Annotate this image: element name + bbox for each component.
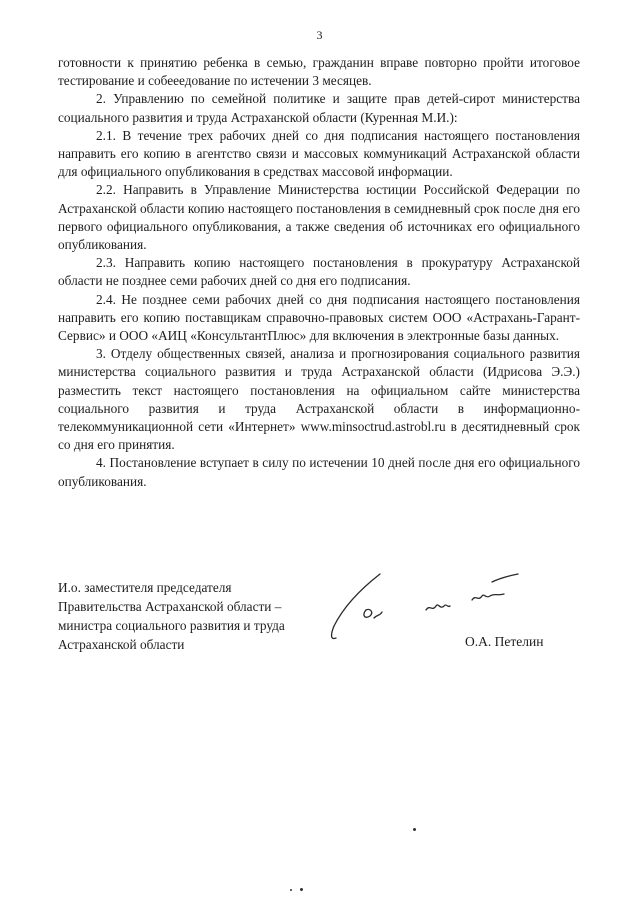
signatory-title-line: Астраханской области [58, 637, 185, 652]
document-body [58, 54, 580, 491]
paragraph-item-3: 3. Отделу общественных связей, анализа и прогнозирования социального развития министерства социального развития и труда Астраханской области (Идрисова Э.Э.) разместить текст настоящего постановления на официальном сайте министерства социального развития и труда Астраханской области в информационно-телекоммуникационной сети «Интернет» www.minsoctrud.astrobl.ru в десятидневный срок со дня его принятия. [58, 346, 580, 453]
signatory-title [58, 578, 318, 654]
signatory-name: О.А. Петелин [465, 634, 544, 649]
page-number: 3 [316, 28, 323, 42]
paragraph-item-2-3: 2.3. Направить копию настоящего постановления в прокуратуру Астраханской области не позднее семи рабочих дней со дня его подписания. [58, 255, 580, 289]
signatory-title-line: Правительства Астраханской области – [58, 599, 282, 614]
paragraph-item-2-1: 2.1. В течение трех рабочих дней со дня подписания настоящего постановления направить его копию в агентство связи и массовых коммуникаций Астраханской области для официального опубликования в средствах массовой информации. [58, 127, 580, 180]
scan-speck [413, 828, 416, 831]
scan-speck [300, 888, 303, 891]
paragraph-continuation: готовности к принятию ребенка в семью, гражданин вправе повторно пройти итоговое тестирование и собееедование по истечении 3 месяцев. [58, 55, 580, 89]
paragraph-item-2-4: 2.4. Не позднее семи рабочих дней со дня подписания настоящего постановления направить его копию поставщикам справочно-правовых систем ООО «Астрахань-Гарант-Сервис» и ООО «АИЦ «КонсультантПлюс» для включения в электронные базы данных. [58, 291, 580, 344]
signatory-title-line: министра социального развития и труда [58, 618, 285, 633]
scan-speck [290, 889, 292, 891]
paragraph-item-4: 4. Постановление вступает в силу по истечении 10 дней после дня его официального опубликования. [58, 455, 580, 489]
paragraph-item-2: 2. Управлению по семейной политике и защите прав детей-сирот министерства социального развития и труда Астраханской области (Куренная М.И.): [58, 91, 580, 125]
signatory-title-line: И.о. заместителя председателя [58, 580, 232, 595]
paragraph-item-2-2: 2.2. Направить в Управление Министерства юстиции Российской Федерации по Астраханской области копию настоящего постановления в семидневный срок после дня его первого официального опубликования, а также сведения об источниках его официального опубликования. [58, 182, 580, 253]
